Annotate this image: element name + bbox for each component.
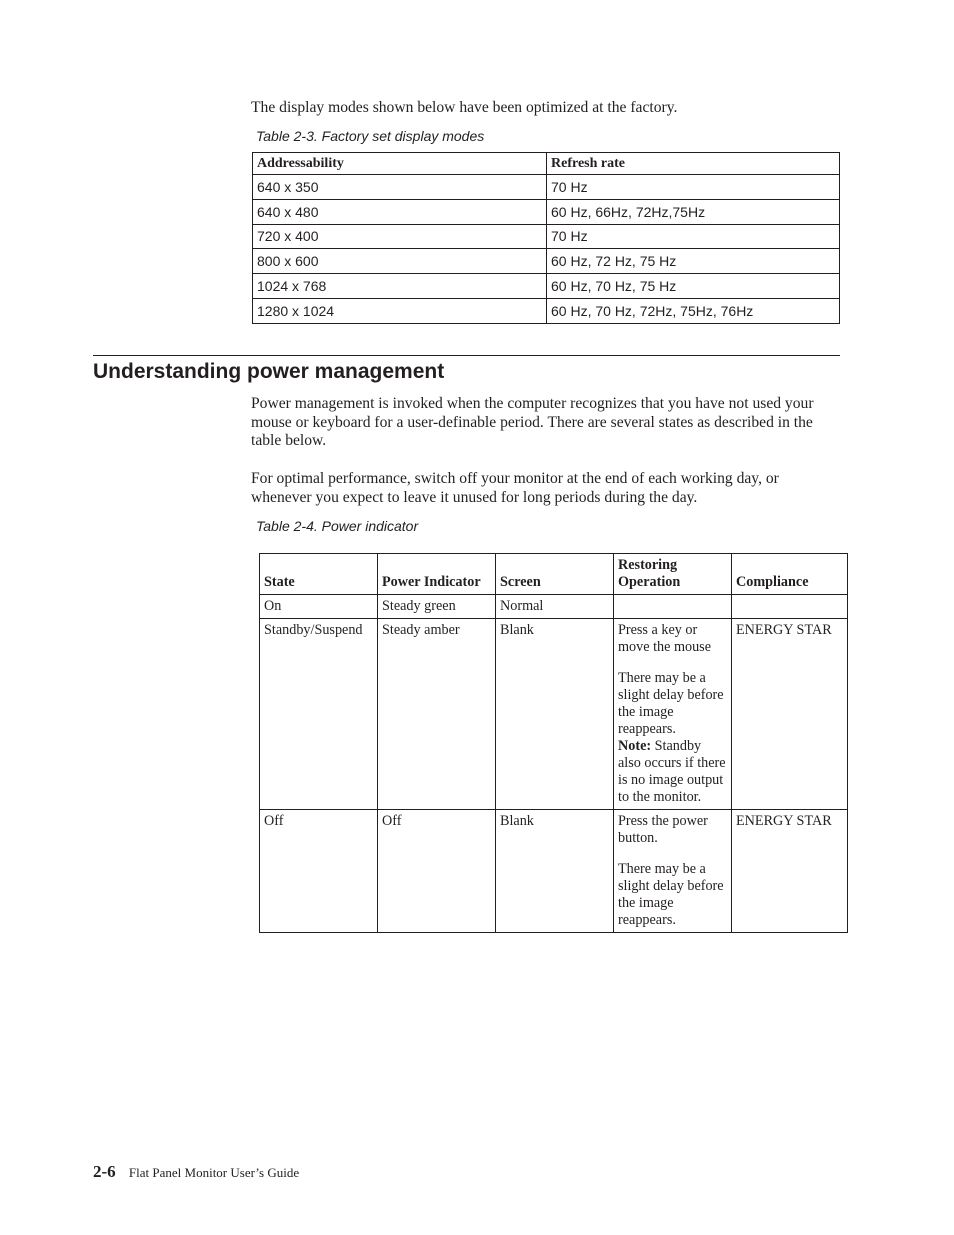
header-power-indicator: Power Indicator <box>378 554 496 595</box>
header-state: State <box>260 554 378 595</box>
refresh-rate-cell: 60 Hz, 66Hz, 72Hz,75Hz <box>547 199 840 224</box>
table-row <box>260 810 848 933</box>
compliance-cell: ENERGY STAR <box>732 810 848 933</box>
refresh-rate-cell: 70 Hz <box>547 224 840 249</box>
refresh-rate-cell: 60 Hz, 70 Hz, 75 Hz <box>547 274 840 299</box>
state-cell: On <box>260 595 378 619</box>
optimal-performance-paragraph: For optimal performance, switch off your monitor at the end of each working day, or whenever you expect to leave it unused for long periods during the day. <box>251 470 779 506</box>
refresh-rate-cell: 70 Hz <box>547 175 840 200</box>
table-row <box>253 298 840 323</box>
table-2-4-caption: Table 2-4. Power indicator <box>256 518 419 534</box>
table-header-row <box>253 153 840 175</box>
factory-display-modes-table <box>252 152 840 324</box>
addressability-cell: 1280 x 1024 <box>253 298 547 323</box>
table-row <box>253 224 840 249</box>
addressability-cell: 720 x 400 <box>253 224 547 249</box>
table-row <box>253 175 840 200</box>
power-indicator-table <box>259 553 848 933</box>
intro-paragraph: The display modes shown below have been optimized at the factory. <box>251 99 678 116</box>
indicator-cell: Steady green <box>378 595 496 619</box>
footer-title: Flat Panel Monitor User’s Guide <box>128 1165 300 1180</box>
state-cell: Off <box>260 810 378 933</box>
restoring-delay-note: There may be a slight delay before the image reappears. <box>618 861 724 928</box>
table-2-3-caption: Table 2-3. Factory set display modes <box>256 128 485 144</box>
note-text: Standby also occurs if there is no image output to the monitor. <box>618 738 726 805</box>
restoring-cell <box>614 810 732 933</box>
table-header-row <box>260 554 848 595</box>
indicator-cell: Off <box>378 810 496 933</box>
section-heading: Understanding power management <box>93 360 445 383</box>
state-cell: Standby/Suspend <box>260 619 378 810</box>
addressability-cell: 800 x 600 <box>253 249 547 274</box>
header-restoring-operation: Restoring Operation <box>614 554 732 595</box>
addressability-cell: 640 x 480 <box>253 199 547 224</box>
restoring-instruction: Press the power button. <box>618 813 708 846</box>
addressability-cell: 640 x 350 <box>253 175 547 200</box>
restoring-delay-note: There may be a slight delay before the image reappears. <box>618 670 724 737</box>
compliance-cell <box>732 595 848 619</box>
header-addressability: Addressability <box>253 153 547 175</box>
screen-cell: Blank <box>496 810 614 933</box>
header-compliance: Compliance <box>732 554 848 595</box>
page-number: 2-6 <box>93 1162 116 1181</box>
screen-cell: Blank <box>496 619 614 810</box>
power-management-paragraph: Power management is invoked when the computer recognizes that you have not used your mouse or keyboard for a user-definable period. There are several states as described in the table below. <box>251 395 814 450</box>
compliance-cell: ENERGY STAR <box>732 619 848 810</box>
header-screen: Screen <box>496 554 614 595</box>
standby-note <box>618 738 727 806</box>
table-row <box>260 619 848 810</box>
refresh-rate-cell: 60 Hz, 72 Hz, 75 Hz <box>547 249 840 274</box>
refresh-rate-cell: 60 Hz, 70 Hz, 72Hz, 75Hz, 76Hz <box>547 298 840 323</box>
page-footer <box>93 1162 299 1182</box>
restoring-cell <box>614 619 732 810</box>
restoring-cell <box>614 595 732 619</box>
restoring-instruction: Press a key or move the mouse <box>618 622 711 655</box>
table-row <box>253 249 840 274</box>
indicator-cell: Steady amber <box>378 619 496 810</box>
table-row <box>260 595 848 619</box>
section-divider <box>93 355 840 356</box>
table-row <box>253 274 840 299</box>
note-label: Note: <box>618 738 652 754</box>
addressability-cell: 1024 x 768 <box>253 274 547 299</box>
screen-cell: Normal <box>496 595 614 619</box>
table-row <box>253 199 840 224</box>
header-refresh-rate: Refresh rate <box>547 153 840 175</box>
